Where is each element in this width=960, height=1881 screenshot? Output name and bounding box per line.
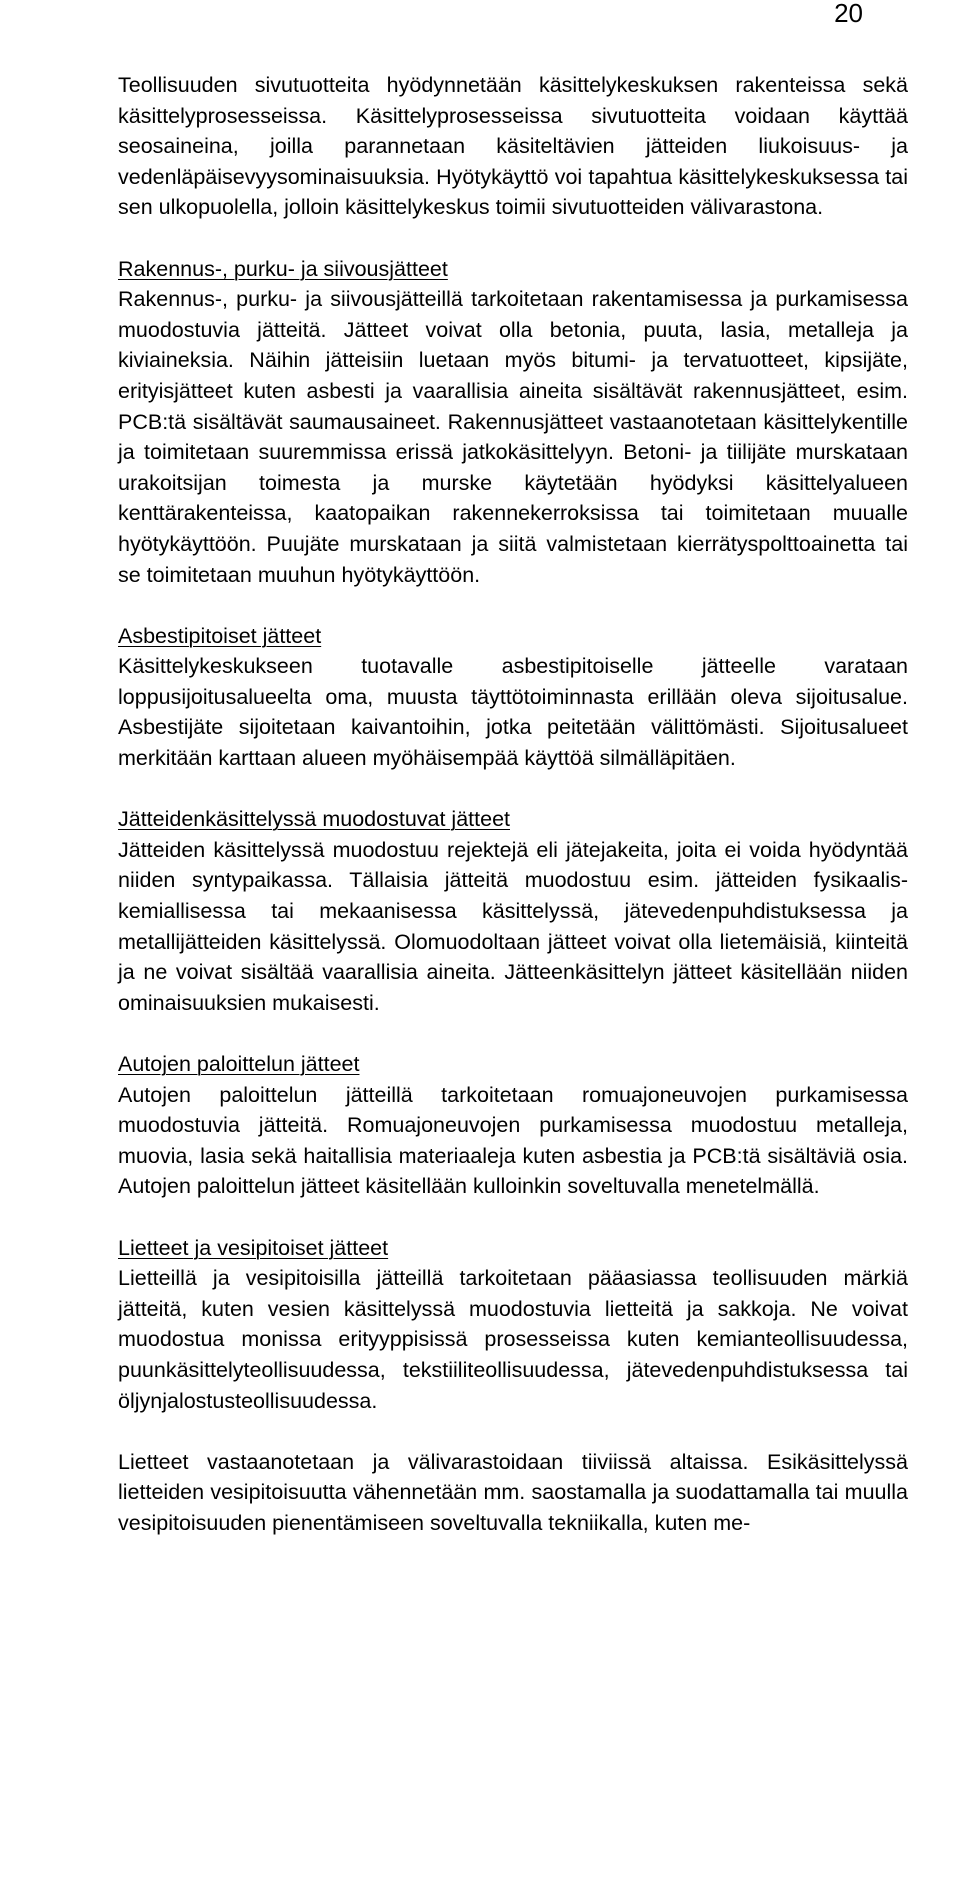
section-heading: Rakennus-, purku- ja siivousjätteet [118,256,448,281]
section-treatment-waste [118,804,908,1018]
section-paragraph: Rakennus-, purku- ja siivousjätteillä tarkoitetaan rakentamisessa ja purkamisessa muodostuvia jätteitä. Jätteet voivat olla betonia, puuta, lasia, metalleja ja kiviaineksia. Näihin jätteisiin luetaan myös bitumi- ja tervatuotteet, kipsijäte, erityisjätteet kuten asbesti ja vaarallisia aineita sisältävät rakennusjätteet, esim. PCB:tä sisältävät saumausaineet. Rakennusjätteet vastaanotetaan käsittelykentille ja toimitetaan suuremmissa erissä jatkokäsittelyyn. Betoni- ja tiilijäte murskataan urakoitsijan toimesta ja murske käytetään hyödyksi käsittelyalueen kenttärakenteissa, kaatopaikan rakennekerroksissa tai toimitetaan muualle hyötykäyttöön. Puujäte murskataan ja siitä valmistetaan kierrätyspolttoainetta tai se toimitetaan muuhun hyötykäyttöön. [118,287,908,587]
section-paragraph: Lietteillä ja vesipitoisilla jätteillä tarkoitetaan pääasiassa teollisuuden märkiä jätteitä, kuten vesien käsittelyssä muodostuvia lietteitä ja sakkoja. Ne voivat muodostua monissa erityyppisissä prosesseissa kuten kemianteollisuudessa, puunkäsittelyteollisuudessa, tekstiiliteollisuudessa, jätevedenpuhdistuksessa tai öljynjalostusteollisuudessa. [118,1266,908,1413]
page-number-text: 20 [834,0,863,28]
section-car-dismantling-waste [118,1049,908,1202]
closing-paragraph: Lietteet vastaanotetaan ja välivarastoidaan tiiviissä altaissa. Esikäsittelyssä lietteiden vesipitoisuutta vähennetään mm. saostamalla ja suodattamalla tai muulla vesipitoisuuden pienentämiseen soveltuvalla tekniikalla, kuten me- [118,1449,908,1535]
section-paragraph: Jätteiden käsittelyssä muodostuu rejektejä eli jätejakeita, joita ei voida hyödyntää niiden syntypaikassa. Tällaisia jätteitä muodostuu esim. jätteiden fysikaalis-kemiallisessa tai mekaanisessa käsittelyssä, jätevedenpuhdistuksessa ja metallijätteiden käsittelyssä. Olomuodoltaan jätteet voivat olla lietemäisiä, kiinteitä ja ne voivat sisältää vaarallisia aineita. Jätteenkäsittelyn jätteet käsitellään niiden ominaisuuksien mukaisesti. [118,837,908,1015]
page-number [0,0,960,26]
closing-section [118,1447,908,1539]
section-heading: Asbestipitoiset jätteet [118,623,322,648]
section-asbestos-waste [118,621,908,774]
section-paragraph: Käsittelykeskukseen tuotavalle asbestipitoiselle jätteelle varataan loppusijoitusalueelta oma, muusta täyttötoiminnasta erillään oleva sijoitusalue. Asbestijäte sijoitetaan kaivantoihin, jotka peitetään välittömästi. Sijoitusalueet merkitään karttaan alueen myöhäisempää käyttöä silmälläpitäen. [118,654,908,771]
document-body [118,70,908,1539]
intro-paragraph: Teollisuuden sivutuotteita hyödynnetään käsittelykeskuksen rakenteissa sekä käsittelyprosesseissa. Käsittelyprosesseissa sivutuotteita voidaan käyttää seosaineina, joilla parannetaan käsiteltävien jätteiden liukoisuus- ja vedenläpäisevyysominaisuuksia. Hyötykäyttö voi tapahtua käsittelykeskuksessa tai sen ulkopuolella, jolloin käsittelykeskus toimii sivutuotteiden välivarastona. [118,73,908,220]
section-construction-waste [118,254,908,591]
section-heading: Lietteet ja vesipitoiset jätteet [118,1235,389,1260]
section-paragraph: Autojen paloittelun jätteillä tarkoitetaan romuajoneuvojen purkamisessa muodostuvia jätteitä. Romuajoneuvojen purkamisessa muodostuu metalleja, muovia, lasia sekä haitallisia materiaaleja kuten asbestia ja PCB:tä sisältäviä osia. Autojen paloittelun jätteet käsitellään kulloinkin soveltuvalla menetelmällä. [118,1082,908,1199]
section-heading: Autojen paloittelun jätteet [118,1052,360,1076]
section-sludge-waste [118,1233,908,1417]
section-heading: Jätteidenkäsittelyssä muodostuvat jätteet [118,807,510,832]
